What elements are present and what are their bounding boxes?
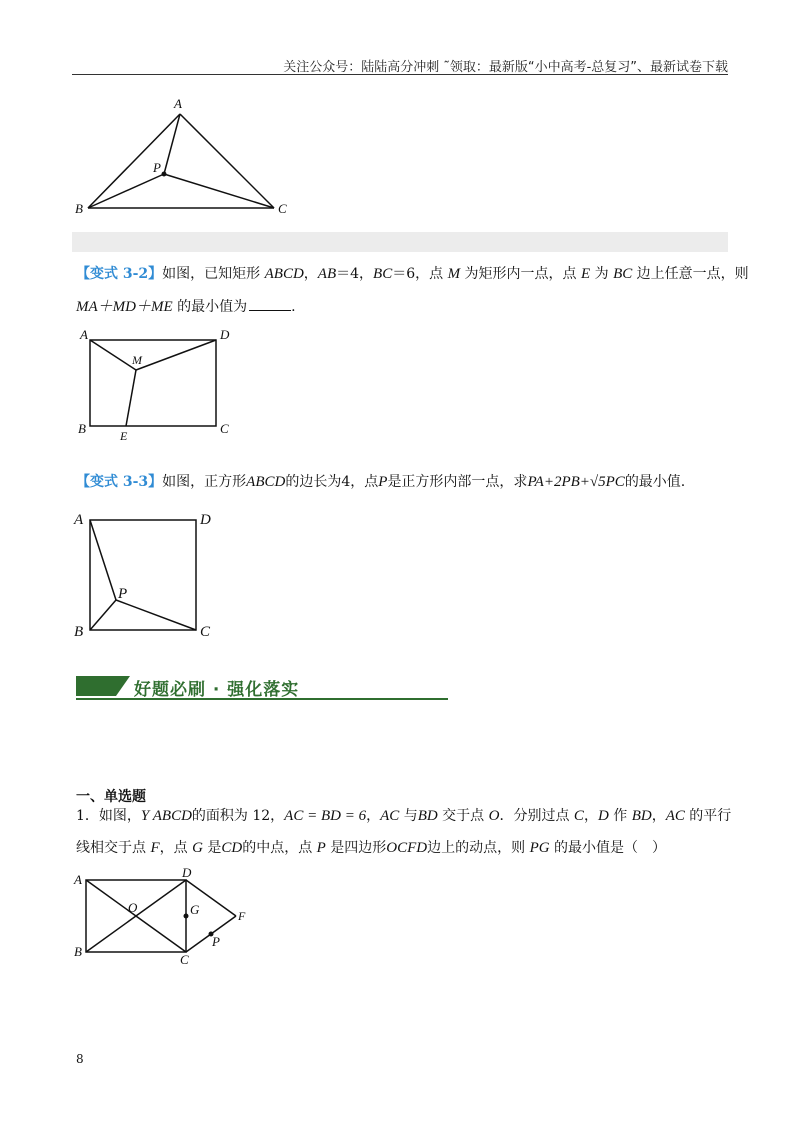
text: 为 [590, 266, 614, 282]
banner-underline [76, 698, 448, 700]
math-bc: BC [373, 266, 393, 282]
math-ac: AC [665, 808, 685, 824]
text: 的平行 [684, 808, 732, 824]
label-c: C [220, 421, 229, 436]
math-ac-bd: AC = BD = 6 [284, 808, 367, 824]
segment-pb [90, 600, 116, 630]
variant-3-3-tag: 【变式 3-3】 [76, 474, 163, 490]
text: ， [303, 266, 318, 282]
text: 交于点 [437, 808, 489, 824]
label-a: A [74, 512, 84, 528]
label-d: D [220, 327, 230, 342]
label-c: C [278, 201, 287, 216]
text: ＝4， [336, 266, 374, 282]
label-o: O [128, 900, 138, 915]
text: 为矩形内一点，点 [460, 266, 581, 282]
label-d: D [200, 512, 211, 528]
math-o: O [488, 808, 500, 824]
text: ，点 [159, 840, 193, 856]
math-ac: AC [380, 808, 400, 824]
label-b: B [74, 624, 84, 640]
label-c: C [180, 952, 189, 967]
square-abcd [90, 520, 196, 630]
math-bd: BD [417, 808, 438, 824]
math-ma-md-me: MA＋MD＋ME [76, 299, 173, 315]
rectangle-figure [72, 326, 242, 444]
segment-me [126, 370, 136, 426]
banner-wedge [116, 676, 130, 696]
variant-3-2-line1 [76, 264, 749, 284]
label-a: A [74, 872, 82, 887]
header-rule [72, 74, 728, 75]
question-1-line1 [76, 806, 731, 826]
label-b: B [75, 201, 83, 216]
math-ocfd: OCFD [386, 840, 428, 856]
question-1-line2 [76, 838, 666, 858]
math-bc: BC [613, 266, 633, 282]
math-parallelogram: Y ABCD [140, 808, 192, 824]
math-e: E [580, 266, 591, 282]
math-p: P [378, 474, 388, 490]
segment-pa [90, 520, 116, 600]
banner-title: 好题必刷 · 强化落实 [134, 680, 300, 700]
label-p: P [212, 934, 220, 949]
text: 作 [608, 808, 632, 824]
segment-ma [90, 340, 136, 370]
math-d: D [597, 808, 609, 824]
math-expression: PA+2PB+√5PC [527, 474, 625, 490]
text: 的中点，点 [242, 840, 317, 856]
variant-3-3-line [76, 472, 685, 492]
text: 的最小值. [624, 474, 686, 490]
text: ， [583, 808, 598, 824]
text: ， [366, 808, 381, 824]
text: 如图，正方形 [162, 474, 247, 490]
text: 边上任意一点，则 [632, 266, 749, 282]
label-b: B [78, 421, 86, 436]
label-a: A [80, 327, 88, 342]
text: 与 [399, 808, 418, 824]
page-header: 关注公众号：陆陆高分冲刺 ˜领取：最新版“小中高考-总复习”、最新试卷下载 [283, 60, 728, 75]
text: ， [651, 808, 666, 824]
text: 如图，已知矩形 [162, 266, 265, 282]
answer-blank[interactable] [249, 296, 291, 311]
text: . [291, 299, 296, 315]
triangle-figure [72, 96, 302, 218]
label-p: P [118, 586, 128, 602]
variant-3-2-tag: 【变式 3-2】 [76, 266, 163, 282]
label-b: B [74, 944, 82, 959]
square-figure [72, 508, 232, 644]
math-cd: CD [221, 840, 243, 856]
label-d: D [182, 865, 192, 880]
math-m: M [447, 266, 461, 282]
point-p [162, 172, 167, 177]
text: 的最小值是（ ） [549, 840, 667, 856]
segment-pb [88, 174, 164, 208]
math-abcd: ABCD [264, 266, 304, 282]
text: ．分别过点 [499, 808, 574, 824]
text: 是正方形内部一点，求 [387, 474, 528, 490]
point-g [184, 914, 189, 919]
label-e: E [120, 429, 128, 443]
variant-3-2-line2 [76, 296, 296, 317]
label-g: G [190, 902, 200, 917]
label-p: P [153, 160, 161, 175]
section-banner [76, 676, 448, 702]
text: 的边长为4，点 [285, 474, 379, 490]
text: 边上的动点，则 [427, 840, 530, 856]
banner-bar [76, 676, 116, 696]
edge-ab [88, 114, 180, 208]
math-pg: PG [529, 840, 550, 856]
math-f: F [150, 840, 160, 856]
page-number: 8 [76, 1052, 84, 1066]
label-c: C [200, 624, 211, 640]
segment-pc [116, 600, 196, 630]
text: 是 [202, 840, 222, 856]
text: 是四边形 [325, 840, 387, 856]
label-a: A [174, 96, 182, 111]
label-f: F [238, 909, 246, 923]
segment-md [136, 340, 216, 370]
math-abcd: ABCD [246, 474, 286, 490]
math-g: G [192, 840, 203, 856]
text: 的面积为 12， [191, 808, 285, 824]
text: ＝6，点 [392, 266, 448, 282]
text: 线相交于点 [76, 840, 151, 856]
math-bd: BD [631, 808, 652, 824]
divider-band [72, 232, 728, 252]
text: 的最小值为 [172, 299, 248, 315]
math-c: C [573, 808, 584, 824]
label-m: M [132, 353, 142, 367]
section-title: 一、单选题 [76, 789, 146, 805]
math-p: P [316, 840, 326, 856]
rectangle-diagonals-figure [72, 866, 262, 970]
math-ab: AB [317, 266, 337, 282]
question-number: 1．如图， [76, 808, 141, 824]
